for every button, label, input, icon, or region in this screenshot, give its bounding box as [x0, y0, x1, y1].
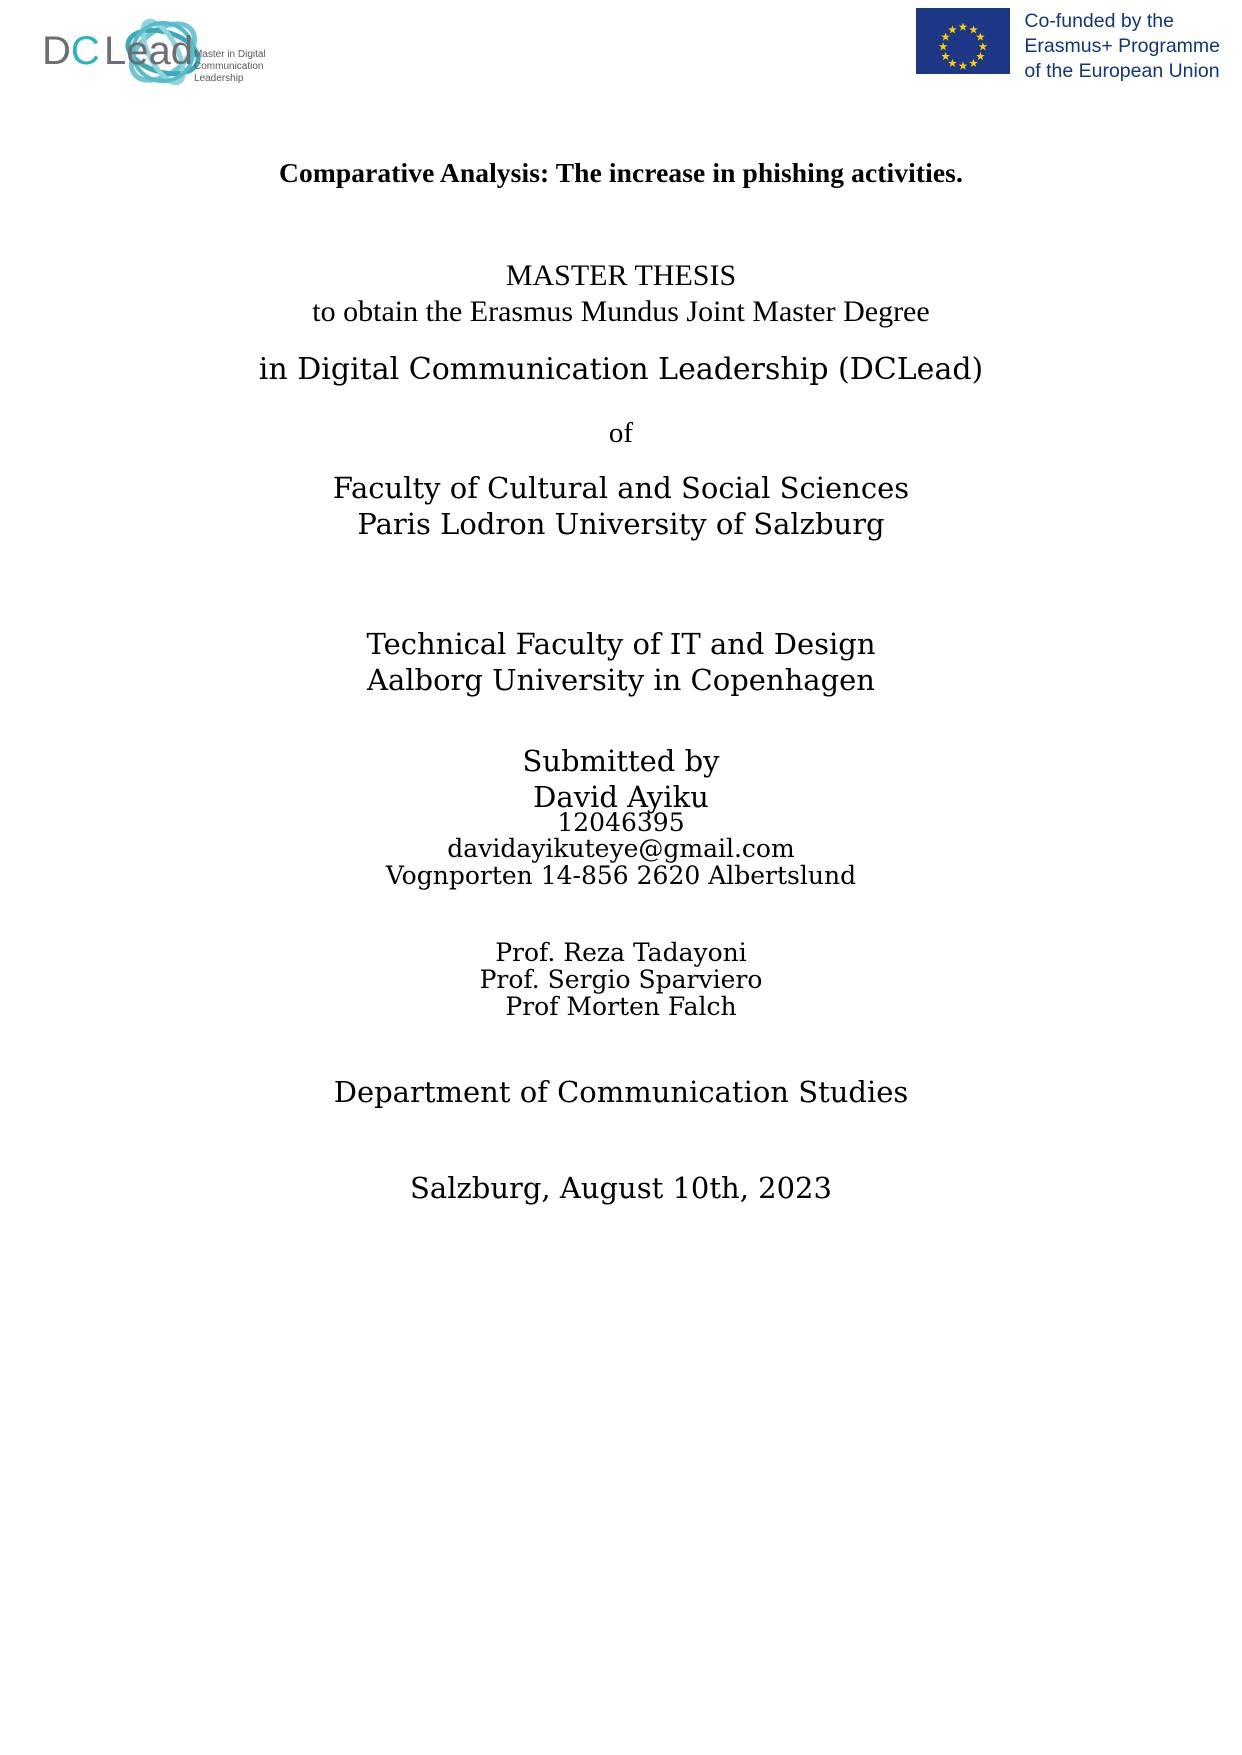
supervisor-1: Prof. Reza Tadayoni [495, 938, 747, 967]
submitted-by-block [0, 743, 1242, 815]
student-id: 12046395 [557, 808, 685, 837]
author-name: David Ayiku [533, 780, 709, 814]
author-email: davidayikuteye@gmail.com [447, 834, 795, 863]
thesis-title: Comparative Analysis: The increase in phishing activities. [279, 157, 963, 188]
dclead-tagline-line-1: Master in Digital [194, 49, 266, 60]
thesis-type-label: MASTER THESIS [505, 259, 737, 292]
degree-purpose-label: to obtain the Erasmus Mundus Joint Master Degree [312, 295, 930, 328]
dclead-wordmark-lead: Lead [104, 29, 193, 73]
dclead-logo [16, 4, 286, 100]
supervisors-block [0, 939, 1242, 1020]
dclead-tagline-line-2: Communication [194, 61, 264, 72]
eu-cofunding-text [1024, 8, 1220, 84]
partner-line-2: Aalborg University in Copenhagen [367, 663, 875, 697]
eu-cofunding-logo [916, 8, 1220, 88]
place-and-date: Salzburg, August 10th, 2023 [410, 1171, 832, 1205]
eu-text-line-2: Erasmus+ Programme [1024, 35, 1220, 57]
programme-name: in Digital Communication Leadership (DCLead) [258, 352, 984, 387]
partner-line-1: Technical Faculty of IT and Design [366, 627, 876, 661]
faculty-block [0, 470, 1242, 542]
dclead-wordmark-dc: DC [42, 29, 100, 73]
supervisor-3: Prof Morten Falch [505, 992, 737, 1021]
partner-university-block [0, 626, 1242, 698]
supervisor-2: Prof. Sergio Sparviero [479, 965, 763, 994]
faculty-line-2: Paris Lodron University of Salzburg [357, 507, 885, 541]
eu-flag-icon [916, 8, 1010, 74]
thesis-type-block [0, 258, 1242, 330]
submitted-by-label: Submitted by [522, 744, 720, 778]
page-header [0, 0, 1242, 104]
author-address: Vognporten 14-856 2620 Albertslund [385, 861, 857, 890]
eu-text-line-3: of the European Union [1024, 60, 1220, 82]
eu-text-line-1: Co-funded by the [1024, 10, 1174, 32]
dclead-tagline-line-3: Leadership [194, 73, 244, 84]
department-name: Department of Communication Studies [333, 1075, 909, 1109]
of-connector: of [608, 417, 634, 449]
faculty-line-1: Faculty of Cultural and Social Sciences [332, 471, 910, 505]
